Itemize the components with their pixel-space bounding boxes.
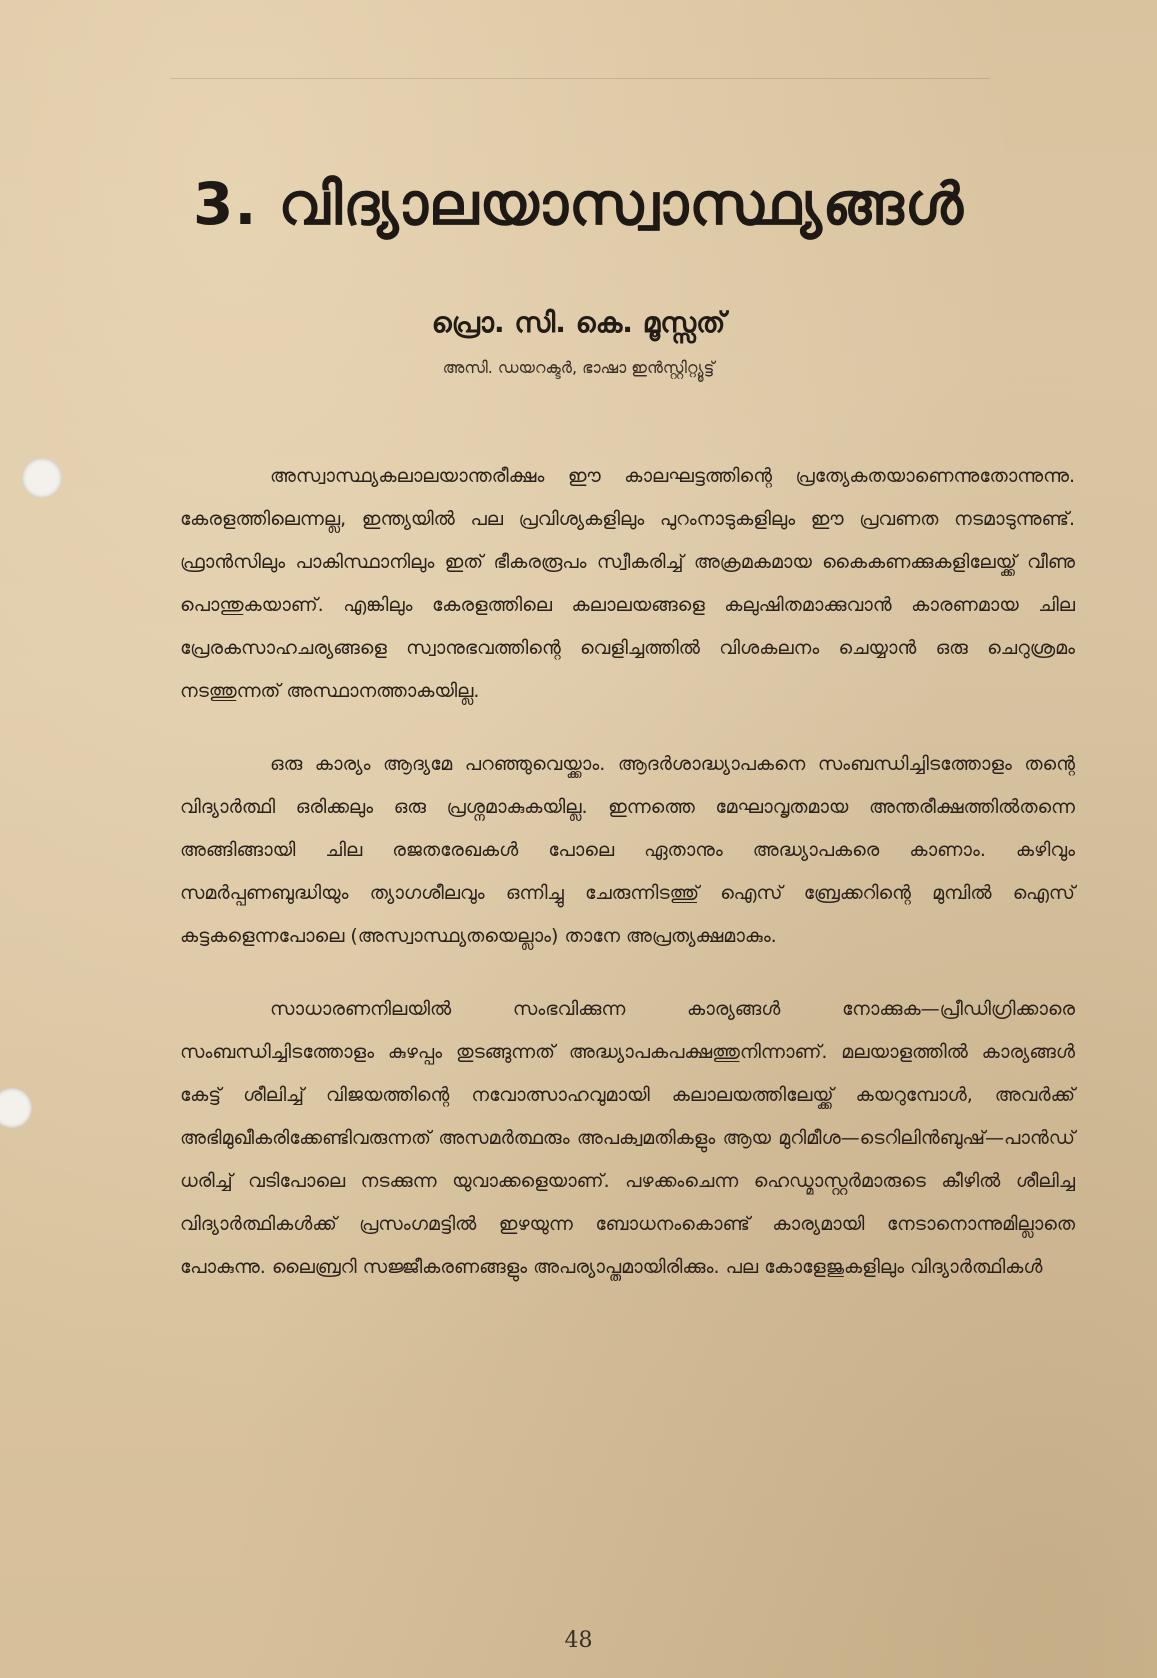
page-number: 48 [564,1628,593,1653]
article-body [180,455,1075,1319]
paragraph: അസ്വാസ്ഥ്യകലാലയാന്തരീക്ഷം ഈ കാലഘട്ടത്തിന്റെ പ്രത്യേകതയാണെന്നുതോന്നുന്നു. കേരളത്തിലെന്നല്ല, ഇന്ത്യയിൽ പല പ്രവിശ്യകളിലും പുറംനാടുകളിലും ഈ പ്രവണത നടമാടുന്നുണ്ട്. ഫ്രാൻസിലും പാകിസ്ഥാനിലും ഇത് ഭീകരരൂപം സ്വീകരിച്ച് അക്രമകമായ കൈകണക്കുകളിലേയ്ക്ക് വീണു പൊന്തുകയാണ്. എങ്കിലും കേരളത്തിലെ കലാലയങ്ങളെ കലുഷിതമാക്കുവാൻ കാരണമായ ചില പ്രേരകസാഹചര്യങ്ങളെ സ്വാനുഭവത്തിന്റെ വെളിച്ചത്തിൽ വിശകലനം ചെയ്യാൻ ഒരു ചെറുശ്രമം നടത്തുന്നത് അസ്ഥാനത്താകയില്ല. [180,465,1075,702]
author-name: പ്രൊ. സി. കെ. മൂസ്സത് [431,306,726,339]
punch-hole [0,1088,32,1128]
punch-hole [22,458,62,498]
author-designation: അസി. ഡയറക്ടർ, ഭാഷാ ഇൻസ്റ്റിറ്റ്യൂട്ട് [442,358,715,377]
article-title: 3. വിദ്യാലയാസ്വാസ്ഥ്യങ്ങൾ [193,170,964,238]
paragraph: സാധാരണനിലയിൽ സംഭവിക്കുന്ന കാര്യങ്ങൾ നോക്കുക—പ്രീഡിഗ്രിക്കാരെ സംബന്ധിച്ചിടത്തോളം കുഴപ്പം തുടങ്ങുന്നത് അദ്ധ്യാപകപക്ഷത്തുനിന്നാണ്. മലയാളത്തിൽ കാര്യങ്ങൾ കേട്ട് ശീലിച്ച് വിജയത്തിന്റെ നവോത്സാഹവുമായി കലാലയത്തിലേയ്ക്ക് കയറുമ്പോൾ, അവർക്ക് അഭിമുഖീകരിക്കേണ്ടിവരുന്നത് അസമർത്ഥരും അപക്വമതികളും ആയ മുറിമീശ—ടെറിലിൻബുഷ്—പാൻഡ് ധരിച്ച് വടിപോലെ നടക്കുന്ന യുവാക്കളെയാണ്. പഴക്കംചെന്ന ഹെഡ്മാസ്റ്റർമാരുടെ കീഴിൽ ശീലിച്ച വിദ്യാർത്ഥികൾക്ക് പ്രസംഗമട്ടിൽ ഇഴയുന്ന ബോധനംകൊണ്ട് കാര്യമായി നേടാനൊന്നുമില്ലാതെ പോകുന്നു. ലൈബ്രറി സജ്ജീകരണങ്ങളും അപര്യാപ്തമായിരിക്കും. പല കോളേജുകളിലും വിദ്യാർത്ഥികൾ [180,998,1075,1278]
paragraph: ഒരു കാര്യം ആദ്യമേ പറഞ്ഞുവെയ്ക്കാം. ആദർശാദ്ധ്യാപകനെ സംബന്ധിച്ചിടത്തോളം തന്റെ വിദ്യാർത്ഥി ഒരിക്കലും ഒരു പ്രശ്നമാകുകയില്ല. ഇന്നത്തെ മേഘാവൃതമായ അന്തരീക്ഷത്തിൽതന്നെ അങ്ങിങ്ങായി ചില രജതരേഖകൾ പോലെ ഏതാനും അദ്ധ്യാപകരെ കാണാം. കഴിവും സമർപ്പണബുദ്ധിയും ത്യാഗശീലവും ഒന്നിച്ചു ചേരുന്നിടത്തു് ഐസ് ബ്രേക്കറിന്റെ മുമ്പിൽ ഐസ് കട്ടകളെന്നപോലെ (അസ്വാസ്ഥ്യതയെല്ലാം) താനേ അപ്രത്യക്ഷമാകും. [180,753,1075,947]
bleed-through-rule [170,78,990,79]
